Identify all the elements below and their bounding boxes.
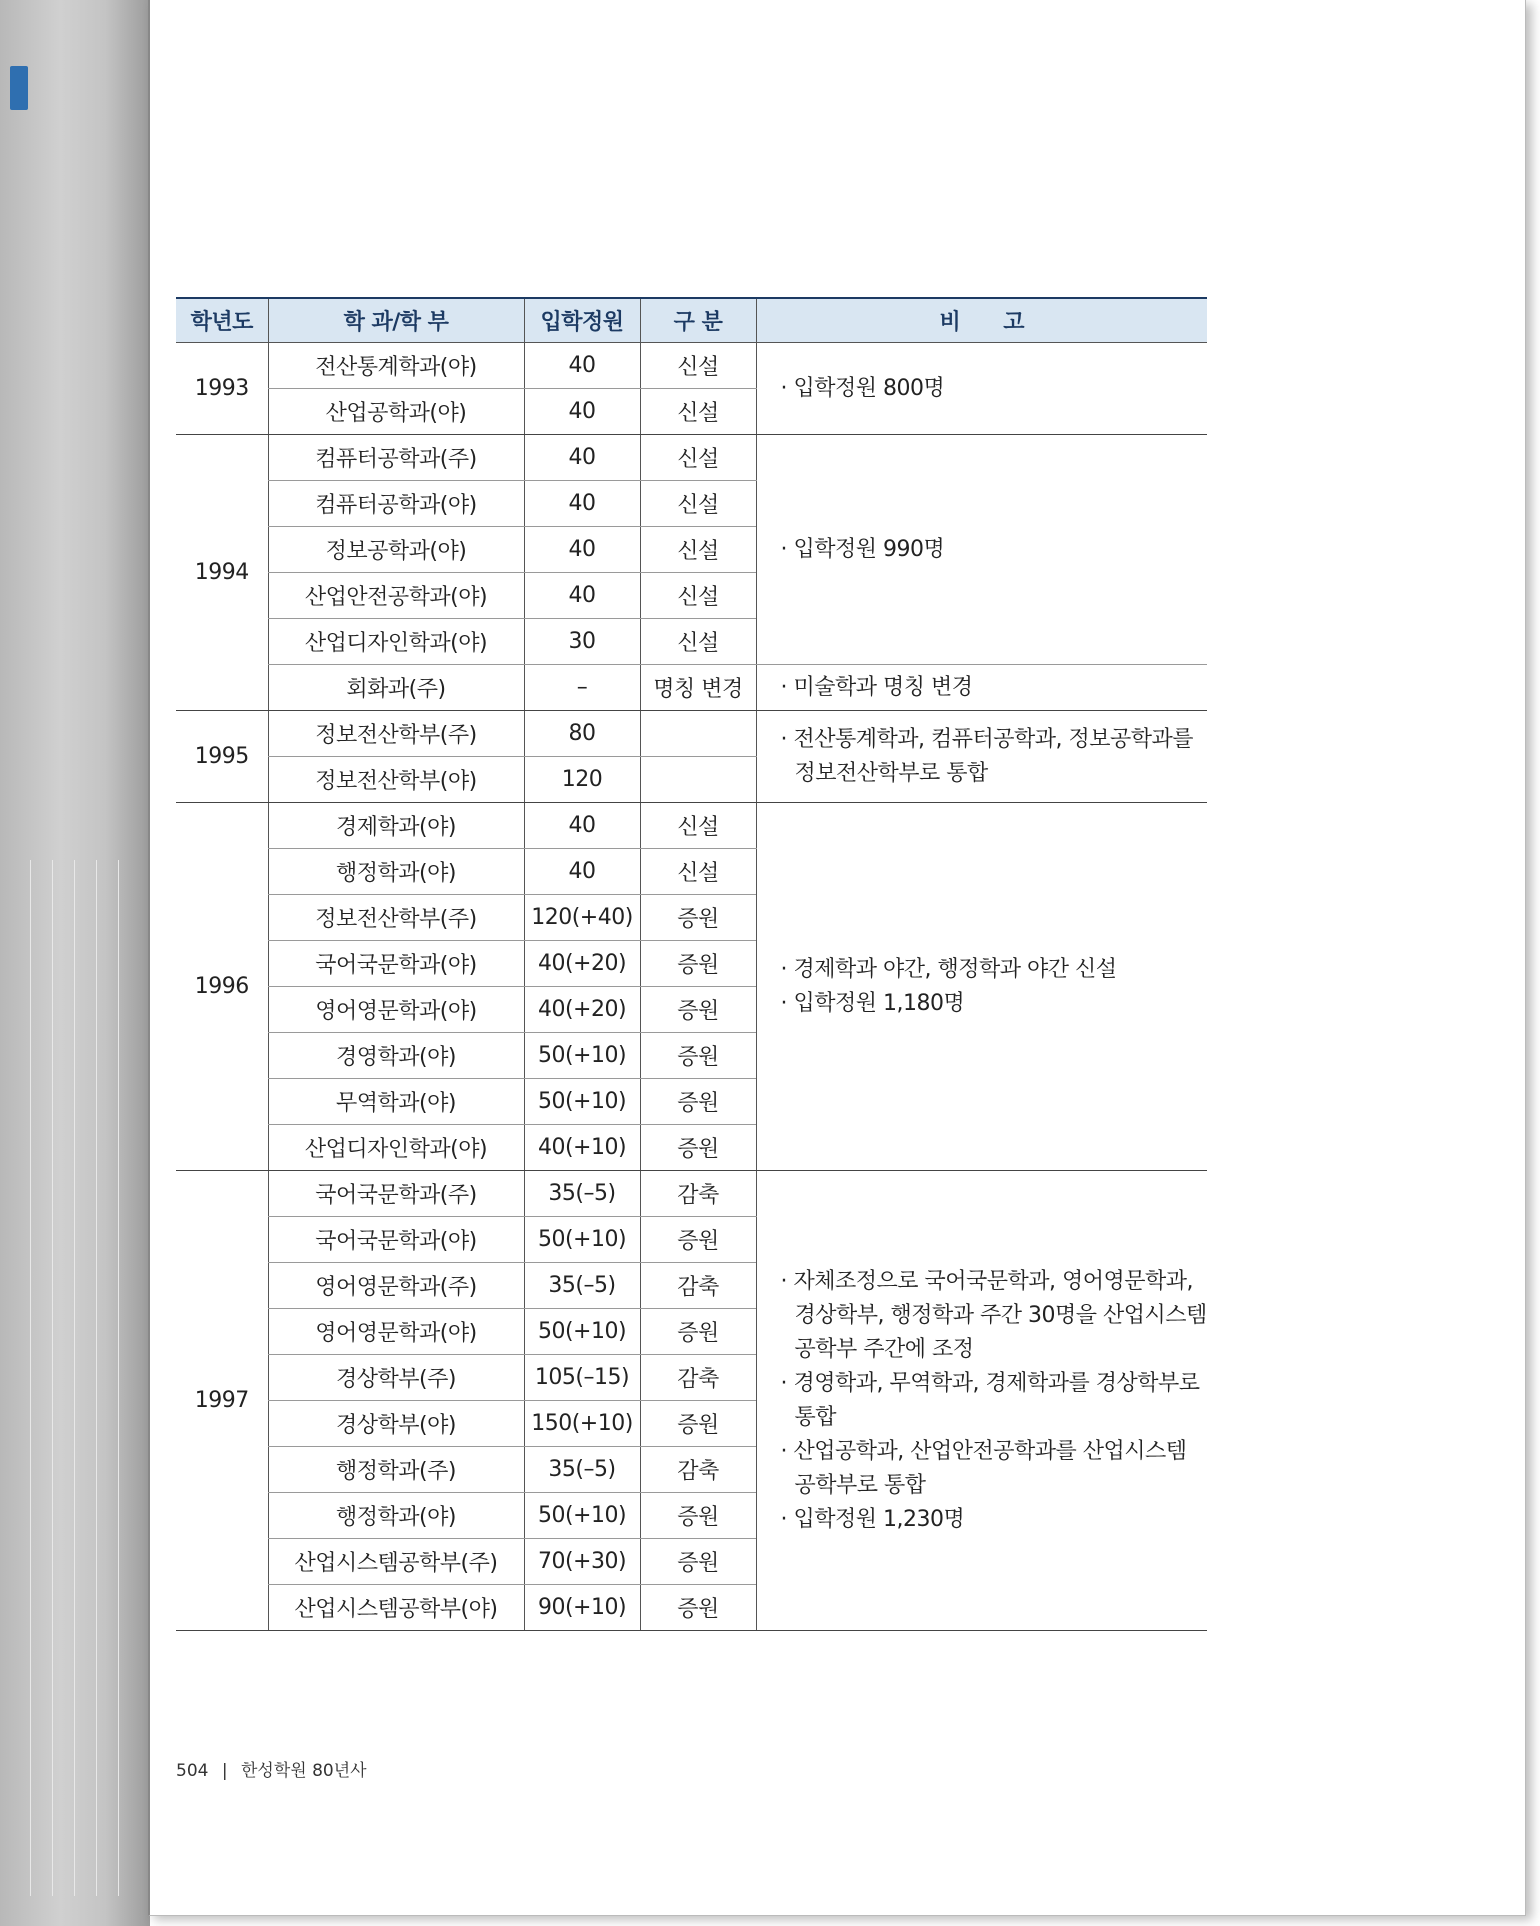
dept-cell: 경상학부(야) [268, 1401, 524, 1447]
quota-cell: 105(–15) [524, 1355, 640, 1401]
page-number: 504 [176, 1761, 209, 1781]
quota-cell: 50(+10) [524, 1079, 640, 1125]
dept-cell: 행정학과(야) [268, 1493, 524, 1539]
quota-cell: 120(+40) [524, 895, 640, 941]
dept-cell: 산업공학과(야) [268, 389, 524, 435]
type-cell: 명칭 변경 [640, 665, 756, 711]
quota-cell: 35(–5) [524, 1263, 640, 1309]
type-cell: 감축 [640, 1171, 756, 1217]
dept-cell: 국어국문학과(주) [268, 1171, 524, 1217]
type-cell: 증원 [640, 1309, 756, 1355]
type-cell: 신설 [640, 619, 756, 665]
type-cell: 신설 [640, 481, 756, 527]
header-year: 학년도 [176, 298, 268, 343]
type-cell: 신설 [640, 573, 756, 619]
remark-line: · 산업공학과, 산업안전공학과를 산업시스템공학부로 통합 [780, 1438, 1187, 1498]
type-cell: 증원 [640, 1539, 756, 1585]
quota-cell: 120 [524, 757, 640, 803]
dept-cell: 경제학과(야) [268, 803, 524, 849]
type-cell: 감축 [640, 1263, 756, 1309]
quota-cell: 50(+10) [524, 1493, 640, 1539]
dept-cell: 전산통계학과(야) [268, 343, 524, 389]
dept-cell: 행정학과(야) [268, 849, 524, 895]
year-cell: 1993 [176, 343, 268, 435]
type-cell: 증원 [640, 1401, 756, 1447]
quota-cell: 40 [524, 435, 640, 481]
remark-cell [756, 803, 1207, 1171]
remark-line: · 경영학과, 무역학과, 경제학과를 경상학부로 통합 [780, 1370, 1200, 1430]
remark-line: · 입학정원 800명 [780, 375, 945, 401]
book-title: 한성학원 80년사 [241, 1761, 367, 1781]
dept-cell: 회화과(주) [268, 665, 524, 711]
year-cell: 1996 [176, 803, 268, 1171]
dept-cell: 컴퓨터공학과(야) [268, 481, 524, 527]
type-cell: 신설 [640, 803, 756, 849]
quota-cell: 40(+20) [524, 941, 640, 987]
quota-cell: 40 [524, 389, 640, 435]
type-cell: 증원 [640, 895, 756, 941]
quota-cell: 40 [524, 573, 640, 619]
quota-cell: 50(+10) [524, 1309, 640, 1355]
quota-cell: – [524, 665, 640, 711]
dept-cell: 산업디자인학과(야) [268, 619, 524, 665]
year-cell: 1994 [176, 435, 268, 711]
type-cell: 증원 [640, 941, 756, 987]
quota-cell: 40(+10) [524, 1125, 640, 1171]
type-cell: 신설 [640, 849, 756, 895]
remark-line: · 입학정원 1,230명 [780, 1506, 965, 1532]
dept-cell: 산업안전공학과(야) [268, 573, 524, 619]
remark-cell [756, 435, 1207, 665]
table-header-row [176, 298, 1207, 343]
dept-cell: 행정학과(주) [268, 1447, 524, 1493]
type-cell: 증원 [640, 1585, 756, 1631]
quota-cell: 40 [524, 527, 640, 573]
header-quota: 입학정원 [524, 298, 640, 343]
footer-separator: | [221, 1761, 228, 1781]
dept-cell: 정보공학과(야) [268, 527, 524, 573]
dept-cell: 영어영문학과(야) [268, 1309, 524, 1355]
quota-cell: 40(+20) [524, 987, 640, 1033]
table-row [176, 665, 1207, 711]
remark-line: · 전산통계학과, 컴퓨터공학과, 정보공학과를 정보전산학부로 통합 [780, 726, 1193, 786]
quota-cell: 50(+10) [524, 1033, 640, 1079]
quota-cell: 40 [524, 849, 640, 895]
year-cell: 1995 [176, 711, 268, 803]
dept-cell: 영어영문학과(야) [268, 987, 524, 1033]
dept-cell: 산업시스템공학부(주) [268, 1539, 524, 1585]
page-footer [176, 1756, 367, 1781]
table-row [176, 343, 1207, 389]
quota-cell: 50(+10) [524, 1217, 640, 1263]
type-cell: 증원 [640, 987, 756, 1033]
quota-cell: 35(–5) [524, 1447, 640, 1493]
dept-cell: 산업시스템공학부(야) [268, 1585, 524, 1631]
type-cell: 증원 [640, 1493, 756, 1539]
type-cell: 신설 [640, 435, 756, 481]
remark-cell [756, 343, 1207, 435]
quota-cell: 40 [524, 803, 640, 849]
remark-line: · 입학정원 990명 [780, 536, 945, 562]
type-cell: 신설 [640, 389, 756, 435]
dept-cell: 영어영문학과(주) [268, 1263, 524, 1309]
header-dept: 학 과/학 부 [268, 298, 524, 343]
quota-cell: 70(+30) [524, 1539, 640, 1585]
remark-line: · 입학정원 1,180명 [780, 990, 965, 1016]
dept-cell: 무역학과(야) [268, 1079, 524, 1125]
table-row [176, 711, 1207, 757]
table-row [176, 1171, 1207, 1217]
dept-cell: 정보전산학부(주) [268, 895, 524, 941]
book-page-stack [0, 0, 150, 1926]
quota-cell: 40 [524, 481, 640, 527]
remark-line: · 경제학과 야간, 행정학과 야간 신설 [780, 956, 1117, 982]
type-cell [640, 757, 756, 803]
table-row [176, 803, 1207, 849]
remark-cell [756, 665, 1207, 711]
quota-cell: 90(+10) [524, 1585, 640, 1631]
remark-line: · 미술학과 명칭 변경 [780, 674, 973, 700]
department-history-table [176, 297, 1207, 1631]
quota-cell: 80 [524, 711, 640, 757]
dept-cell: 산업디자인학과(야) [268, 1125, 524, 1171]
type-cell: 신설 [640, 343, 756, 389]
remark-line: · 자체조정으로 국어국문학과, 영어영문학과, 경상학부, 행정학과 주간 30명을 산업시스템공학부 주간에 조정 [780, 1268, 1207, 1362]
quota-cell: 30 [524, 619, 640, 665]
remark-cell [756, 1171, 1207, 1631]
dept-cell: 경영학과(야) [268, 1033, 524, 1079]
table-body [176, 343, 1207, 1631]
table-row [176, 435, 1207, 481]
type-cell: 감축 [640, 1447, 756, 1493]
type-cell: 신설 [640, 527, 756, 573]
type-cell: 증원 [640, 1125, 756, 1171]
type-cell: 증원 [640, 1217, 756, 1263]
type-cell: 증원 [640, 1079, 756, 1125]
remark-cell [756, 711, 1207, 803]
dept-cell: 컴퓨터공학과(주) [268, 435, 524, 481]
dept-cell: 국어국문학과(야) [268, 1217, 524, 1263]
type-cell: 증원 [640, 1033, 756, 1079]
dept-cell: 정보전산학부(야) [268, 757, 524, 803]
type-cell: 감축 [640, 1355, 756, 1401]
quota-cell: 40 [524, 343, 640, 389]
dept-cell: 정보전산학부(주) [268, 711, 524, 757]
dept-cell: 경상학부(주) [268, 1355, 524, 1401]
book-tab-marker [10, 66, 28, 110]
quota-cell: 35(–5) [524, 1171, 640, 1217]
year-cell: 1997 [176, 1171, 268, 1631]
header-remark: 비 고 [756, 298, 1207, 343]
header-type: 구 분 [640, 298, 756, 343]
type-cell [640, 711, 756, 757]
quota-cell: 150(+10) [524, 1401, 640, 1447]
dept-cell: 국어국문학과(야) [268, 941, 524, 987]
